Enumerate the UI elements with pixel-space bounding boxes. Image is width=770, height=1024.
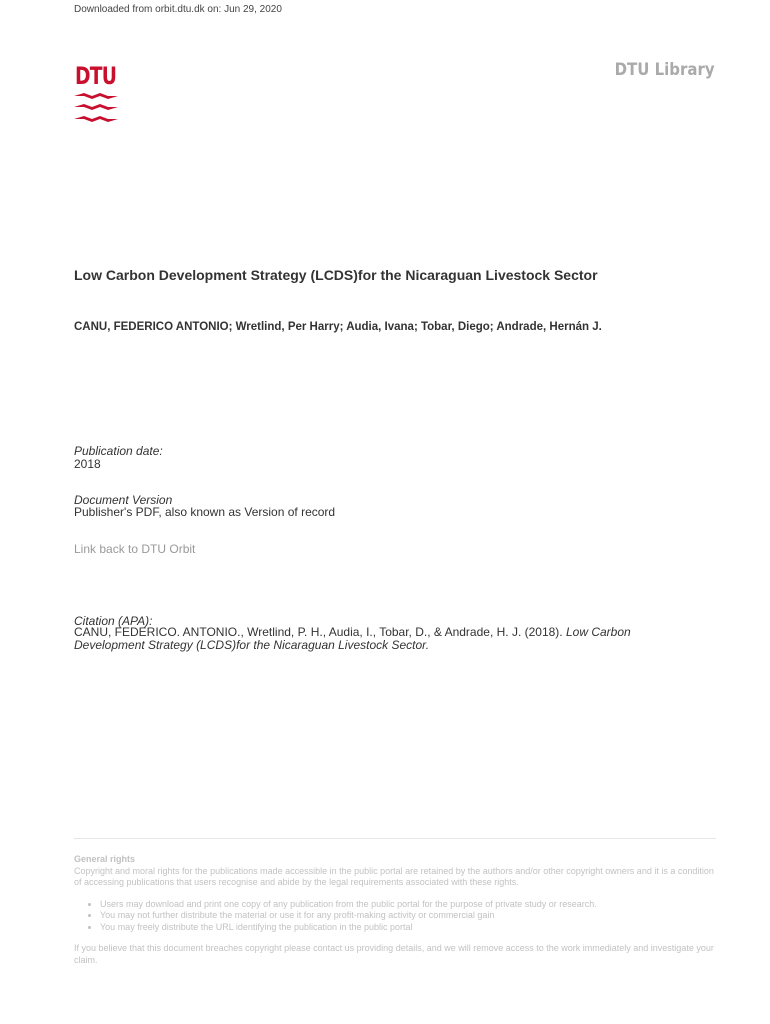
general-rights-closing: If you believe that this document breaches copyright please contact us providing details, and we will remove access to the work immediately and investigate your claim. [74, 943, 714, 965]
author-list: CANU, FEDERICO ANTONIO; Wretlind, Per Harry; Audia, Ivana; Tobar, Diego; Andrade, Hernán J. [74, 321, 602, 333]
publication-date-label: Publication date: [74, 444, 163, 458]
general-rights-section [74, 854, 720, 966]
dtu-orbit-link[interactable]: Link back to DTU Orbit [74, 542, 196, 556]
rights-bullet-list [74, 899, 720, 934]
dtu-logo [74, 62, 118, 126]
divider [74, 838, 716, 839]
dtu-logo-wordmark: DTU [75, 62, 117, 90]
download-note: Downloaded from orbit.dtu.dk on: Jun 29, 2020 [74, 4, 282, 15]
citation-plain: CANU, FEDERICO. ANTONIO., Wretlind, P. H., Audia, I., Tobar, D., & Andrade, H. J. (2018). [74, 625, 566, 639]
citation-label: Citation (APA): [74, 614, 153, 628]
document-title: Low Carbon Development Strategy (LCDS)for the Nicaraguan Livestock Sector [74, 267, 598, 283]
publication-date-value: 2018 [74, 457, 101, 471]
general-rights-title: General rights [74, 854, 136, 864]
rights-bullet: • You may freely distribute the URL identifying the publication in the public portal [100, 922, 720, 934]
rights-bullet: • You may not further distribute the material or use it for any profit-making activity or commercial gain [100, 910, 720, 922]
general-rights-intro: Copyright and moral rights for the publications made accessible in the public portal are retained by the authors and/or other copyright owners and it is a condition of accessing publications that users recognise and abide by the legal requirements associated with these rights. [74, 865, 714, 887]
rights-bullet: • Users may download and print one copy of any publication from the public portal for the purpose of private study or research. [100, 899, 720, 911]
document-version-label: Document Version [74, 493, 173, 507]
dtu-logo-mark [74, 93, 118, 125]
citation-text [74, 626, 694, 652]
citation-title-italic: Low Carbon Development Strategy (LCDS)for the Nicaraguan Livestock Sector. [74, 625, 631, 652]
dtu-library-label: DTU Library [615, 60, 715, 80]
document-version-value: Publisher's PDF, also known as Version of record [74, 505, 336, 519]
